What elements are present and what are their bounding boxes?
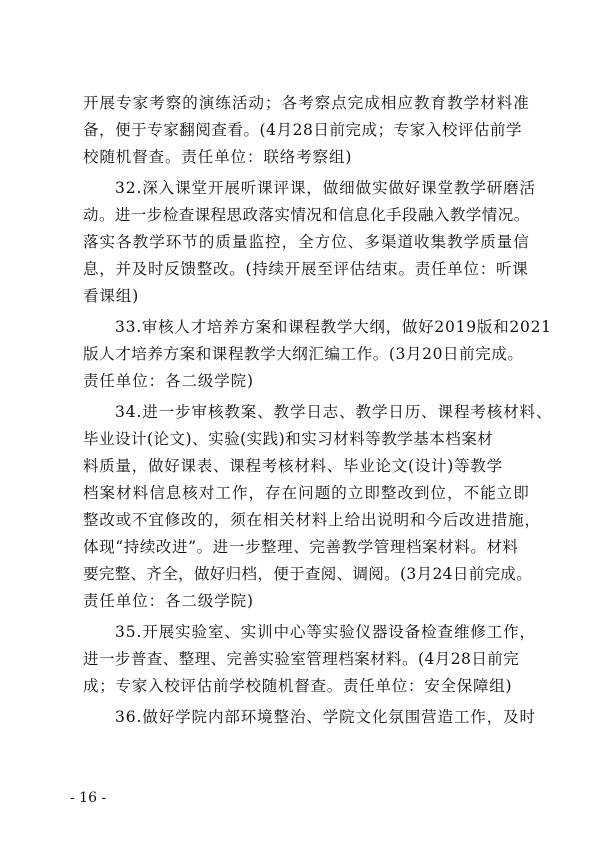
text-line: 息，并及时反馈整改。(持续开展至评估结束。责任单位：听课 bbox=[83, 260, 529, 278]
text-line: 责任单位：各二级学院) bbox=[83, 372, 254, 390]
text-line: 32.深入课堂开展听课评课，做细做实做好课堂教学研磨活 bbox=[115, 179, 536, 197]
text-line: 备，便于专家翻阅查看。(4月28日前完成；专家入校评估前学 bbox=[83, 121, 523, 139]
text-line: 责任单位：各二级学院) bbox=[83, 592, 254, 610]
text-line: 34.进一步审核教案、教学日志、教学日历、课程考核材料、 bbox=[115, 403, 553, 421]
page-number: - 16 - bbox=[70, 790, 107, 806]
text-line: 毕业设计(论文)、实验(实践)和实习材料等教学基本档案材 bbox=[83, 430, 494, 448]
text-line: 进一步普查、整理、完善实验室管理档案材料。(4月28日前完 bbox=[83, 650, 520, 668]
text-line: 开展专家考察的演练活动；各考察点完成相应教育教学材料准 bbox=[83, 94, 530, 112]
text-line: 版人才培养方案和课程教学大纲汇编工作。(3月20日前完成。 bbox=[83, 345, 524, 363]
text-line: 动。进一步检查课程思政落实情况和信息化手段融入教学情况。 bbox=[83, 206, 530, 224]
text-line: 35.开展实验室、实训中心等实验仪器设备检查维修工作， bbox=[115, 623, 536, 641]
text-line: 看课组) bbox=[83, 287, 140, 305]
text-line: 校随机督查。责任单位：联络考察组) bbox=[83, 148, 353, 166]
text-line: 36.做好学院内部环境整治、学院文化氛围营造工作，及时 bbox=[115, 708, 536, 726]
text-line: 体现“持续改进”。进一步整理、完善教学管理档案材料。材料 bbox=[83, 538, 519, 556]
text-line: 档案材料信息核对工作，存在问题的立即整改到位，不能立即 bbox=[83, 484, 530, 502]
text-line: 落实各教学环节的质量监控，全方位、多渠道收集教学质量信 bbox=[83, 233, 530, 251]
text-line: 要完整、齐全，做好归档，便于查阅、调阅。(3月24日前完成。 bbox=[83, 565, 533, 583]
text-line: 料质量，做好课表、课程考核材料、毕业论文(设计)等教学 bbox=[83, 457, 503, 475]
text-line: 成；专家入校评估前学校随机督查。责任单位：安全保障组) bbox=[83, 677, 513, 695]
text-line: 整改或不宜修改的，须在相关材料上给出说明和今后改进措施， bbox=[83, 511, 541, 529]
text-line: 33.审核人才培养方案和课程教学大纲，做好2019版和2021 bbox=[115, 318, 552, 336]
